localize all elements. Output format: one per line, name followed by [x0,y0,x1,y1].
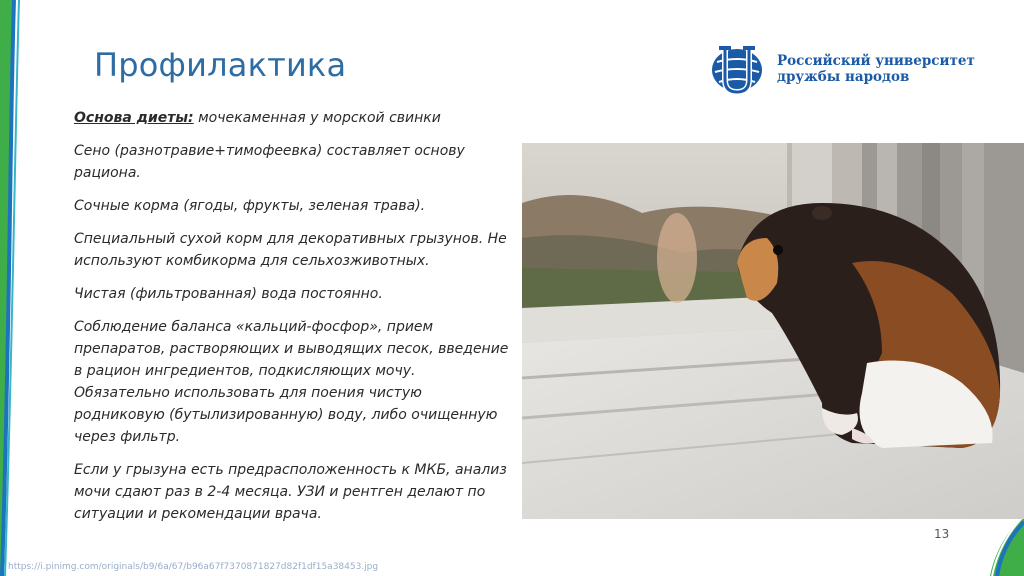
bullet-item [74,107,514,129]
bullet-item: Если у грызуна есть предрасположенность к МКБ, анализ мочи сдают раз в 2-4 месяца. УЗИ и рентген делают по ситуации и рекомендации врача. [74,462,507,522]
page-number: 13 [934,527,950,541]
guinea-pig-photo [522,143,1024,519]
bullet-item: Чистая (фильтрованная) вода постоянно. [74,286,383,302]
logo-line-2: дружбы народов [777,69,910,85]
bullet-lead: Основа диеты: [74,110,194,126]
bullet-item: Специальный сухой корм для декоративных грызунов. Не используют комбикорма для сельхозживотных. [74,231,507,269]
logo-line-1: Российский университет [777,53,975,69]
source-link[interactable]: https://i.pinimg.com/originals/b9/6a/67/b96a67f7370871827d82f1df15a38453.jpg [8,562,379,572]
globe-logo-icon [707,42,771,96]
bullet-item: Сочные корма (ягоды, фрукты, зеленая трава). [74,198,426,214]
bullet-item: Соблюдение баланса «кальций-фосфор», прием препаратов, растворяющих и выводящих песок, введение в рацион ингредиентов, подкисляющих мочу. Обязательно использовать для поения чистую родниковую (бутылизированную) воду, либо очищенную через фильтр. [74,319,509,445]
slide-title: Профилактика [94,46,347,84]
left-decoration [0,0,30,576]
bullet-item: Сено (разнотравие+тимофеевка) составляет основу рациона. [74,143,465,181]
bullet-list [74,107,514,536]
university-logo [707,42,975,96]
right-decoration [964,516,1024,576]
bullet-text: мочекаменная у морской свинки [193,110,441,126]
